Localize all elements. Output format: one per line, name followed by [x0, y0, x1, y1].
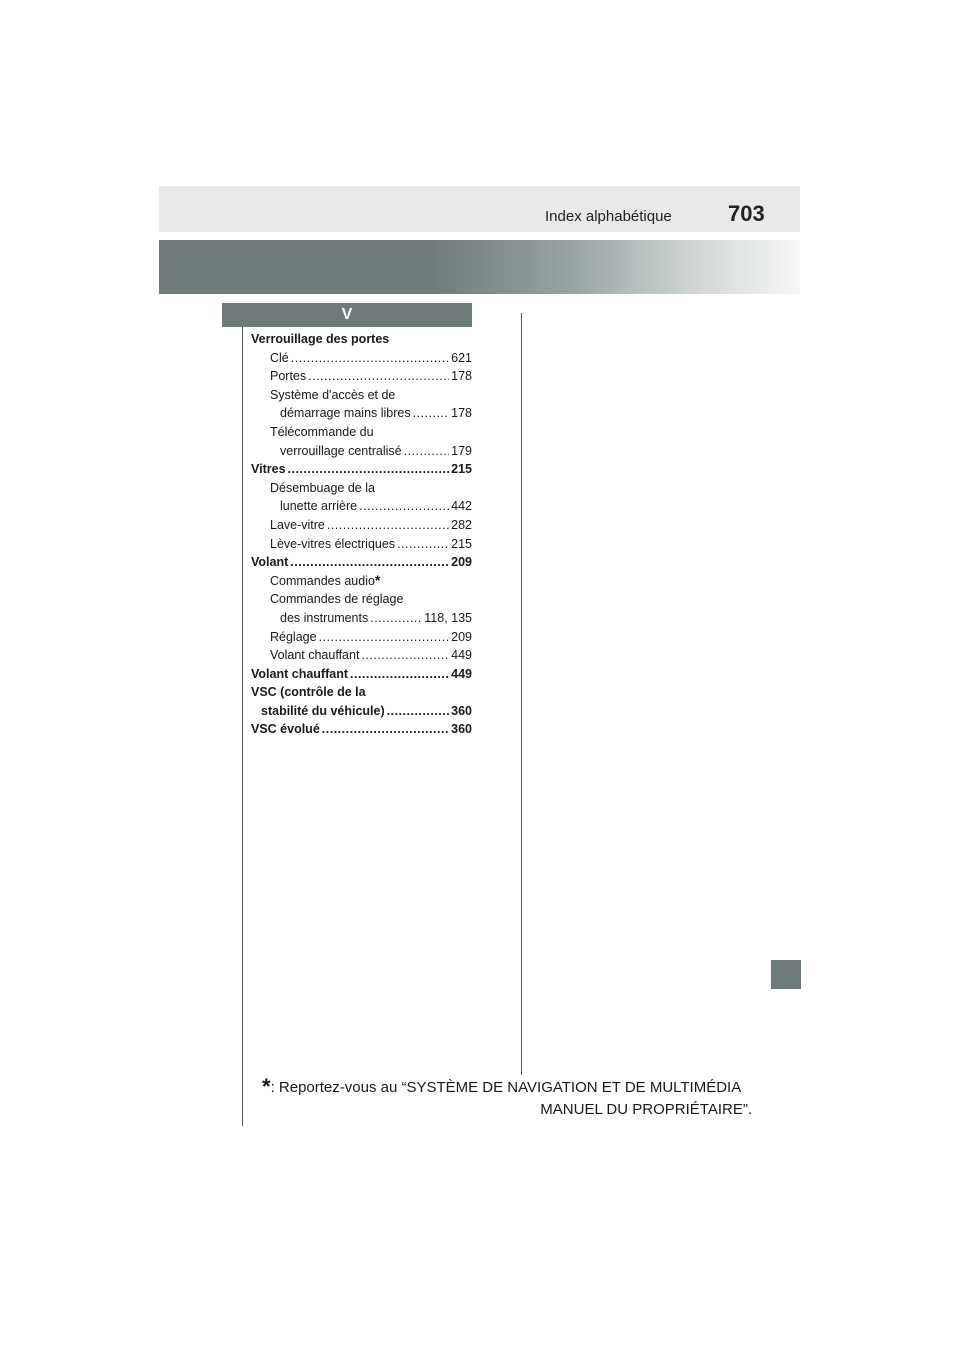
entry-page: 179	[451, 443, 472, 458]
entry-page: 209	[451, 555, 472, 570]
chapter-side-tab	[771, 960, 801, 989]
footnote-text-1: : Reportez-vous au “SYSTÈME DE NAVIGATION ET DE MULTIMÉDIA	[270, 1079, 742, 1096]
entry-label: Volant	[251, 555, 289, 570]
index-subentry	[251, 628, 472, 647]
entry-page: 282	[451, 517, 472, 532]
dot-leader	[290, 553, 449, 572]
entry-label: Lève-vitres électriques	[270, 536, 396, 551]
page-number: 703	[728, 201, 765, 226]
section-title: Index alphabétique	[545, 208, 672, 225]
entry-label: VSC évolué	[251, 722, 320, 737]
dot-leader	[361, 646, 449, 665]
entry-label: stabilité du véhicule)	[261, 703, 385, 718]
dot-leader	[327, 516, 449, 535]
entry-label: Clé	[270, 350, 289, 365]
entry-label: Désembuage de la	[270, 480, 375, 495]
dot-leader	[288, 460, 450, 479]
index-entry	[251, 330, 472, 349]
column-divider-left	[242, 326, 243, 1126]
dot-leader	[350, 665, 449, 684]
dot-leader	[413, 404, 450, 423]
dot-leader	[397, 535, 449, 554]
dot-leader	[359, 497, 449, 516]
entry-label: des instruments	[280, 610, 369, 625]
entry-page: 118, 135	[424, 610, 472, 625]
index-letter-header: V	[222, 303, 472, 327]
index-entry	[251, 683, 472, 702]
footnote-line-1	[262, 1076, 752, 1099]
index-entry	[251, 665, 472, 684]
entry-page: 621	[451, 350, 472, 365]
entry-page: 360	[451, 722, 472, 737]
dot-leader	[308, 367, 449, 386]
entry-label: Volant chauffant	[251, 666, 348, 681]
entry-label: Verrouillage des portes	[251, 332, 390, 346]
entry-page: 209	[451, 629, 472, 644]
index-subentry	[251, 646, 472, 665]
entry-label: Commandes de réglage	[270, 592, 404, 607]
entry-label: lunette arrière	[280, 499, 358, 514]
index-entry	[251, 460, 472, 479]
index-list	[251, 330, 472, 739]
footnote	[262, 1076, 752, 1121]
entry-label: Réglage	[270, 629, 317, 644]
index-subentry-continuation	[251, 442, 472, 461]
entry-page: 178	[451, 369, 472, 384]
index-subentry	[251, 516, 472, 535]
footnote-line-2: MANUEL DU PROPRIÉTAIRE”.	[540, 1101, 752, 1118]
entry-label: Télécommande du	[270, 424, 374, 439]
dot-leader	[319, 628, 450, 647]
entry-page: 442	[451, 499, 472, 514]
dot-leader	[370, 609, 422, 628]
entry-label: Portes	[270, 369, 307, 384]
entry-label: Lave-vitre	[270, 517, 325, 532]
entry-page: 449	[451, 648, 472, 663]
index-subentry	[251, 386, 472, 405]
index-entry	[251, 720, 472, 739]
entry-label: Volant chauffant	[270, 648, 360, 663]
column-divider-middle	[521, 313, 522, 1075]
index-subentry-continuation	[251, 609, 472, 628]
index-subentry	[251, 423, 472, 442]
footnote-star: *	[262, 1074, 271, 1099]
entry-label: verrouillage centralisé	[280, 443, 402, 458]
index-subentry-continuation	[251, 404, 472, 423]
entry-page: 449	[451, 666, 472, 681]
dot-leader	[387, 702, 450, 721]
dot-leader	[322, 720, 449, 739]
section-banner	[159, 240, 800, 294]
index-entry	[251, 553, 472, 572]
header-bar	[159, 186, 800, 232]
index-subentry	[251, 367, 472, 386]
entry-page: 215	[451, 536, 472, 551]
index-subentry-continuation	[251, 497, 472, 516]
index-subentry: Commandes audio *	[251, 572, 472, 591]
index-subentry	[251, 479, 472, 498]
entry-label: Vitres	[251, 462, 286, 477]
entry-label: Commandes audio	[270, 573, 375, 588]
entry-page: 215	[451, 462, 472, 477]
entry-label: Système d'accès et de	[270, 387, 396, 402]
index-entry-continuation	[251, 702, 472, 721]
dot-leader	[291, 349, 449, 368]
index-subentry	[251, 349, 472, 368]
index-subentry	[251, 590, 472, 609]
entry-page: 178	[451, 406, 472, 421]
entry-label: démarrage mains libres	[280, 406, 411, 421]
entry-label: VSC (contrôle de la	[251, 685, 366, 700]
index-subentry	[251, 535, 472, 554]
entry-page: 360	[451, 703, 472, 718]
dot-leader	[404, 442, 450, 461]
